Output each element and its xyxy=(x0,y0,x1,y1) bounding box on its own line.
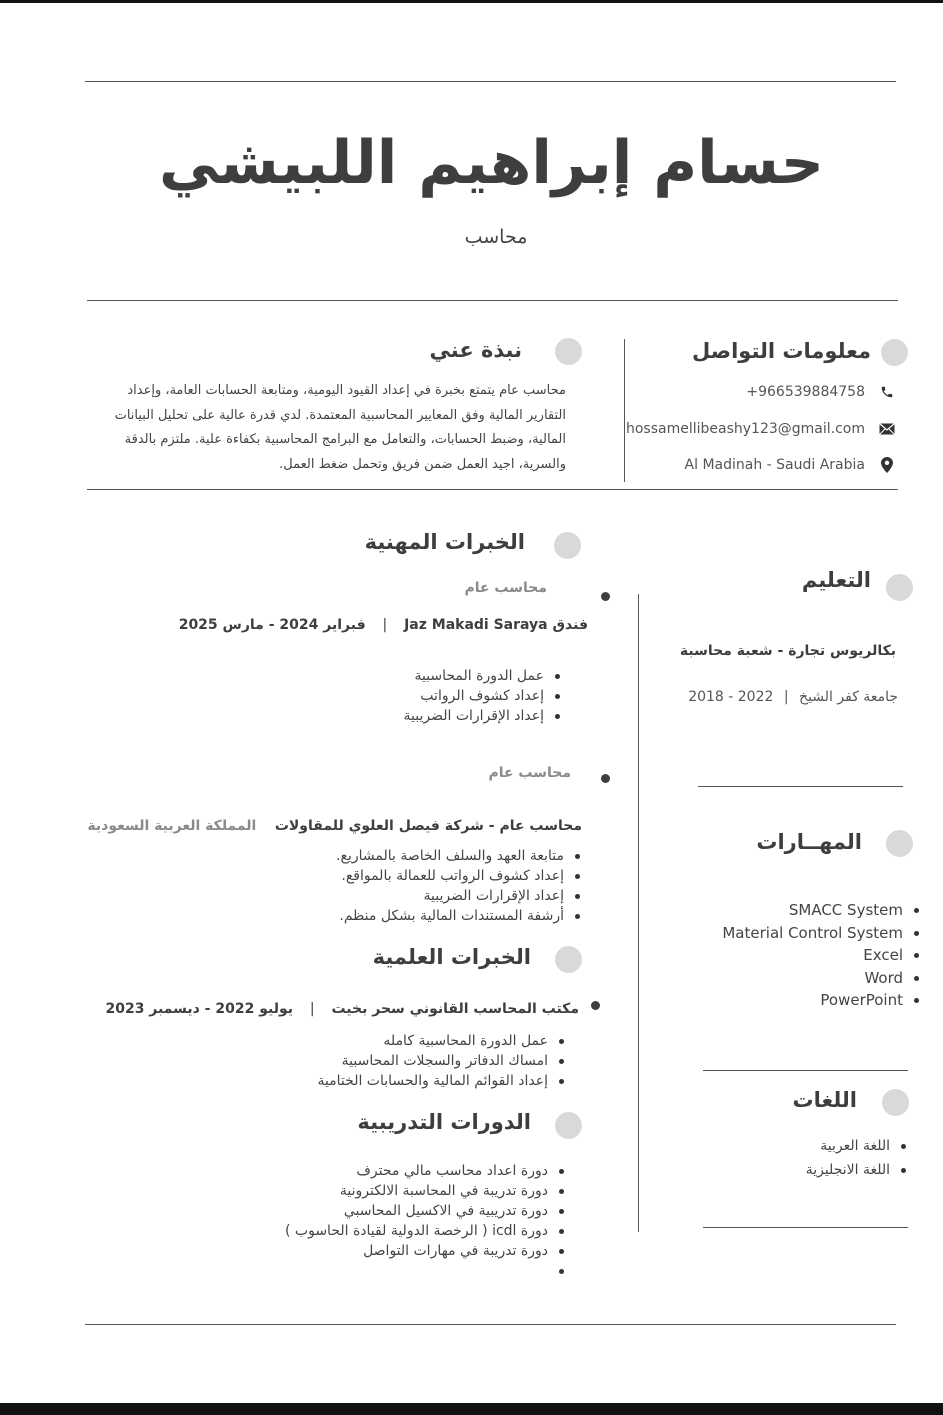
about-text xyxy=(46,379,566,477)
list-item: متابعة العهد والسلف الخاصة بالمشاريع. xyxy=(336,846,582,866)
list-item: إعداد كشوف الرواتب للعمالة بالمواقع. xyxy=(336,866,582,886)
envelope-icon xyxy=(879,421,895,437)
education-years: 2018 - 2022 xyxy=(688,689,774,705)
separator: | xyxy=(783,689,789,705)
about-line: محاسب عام يتمتع بخبرة في إعداد القيود اليومية، ومتابعة الحسابات العامة، وإعداد xyxy=(127,383,566,398)
list-item: امساك الدفاتر والسجلات المحاسبية xyxy=(317,1051,566,1071)
about-line: والسرية، اجيد العمل ضمن فريق وتحمل ضغط العمل. xyxy=(279,456,566,472)
email-address[interactable]: hossamellibeashy123@gmail.com xyxy=(625,421,865,437)
experience-title: الخبرات المهنية xyxy=(364,530,525,554)
list-item: دورة تدريبية في الاكسيل المحاسبي xyxy=(285,1201,566,1221)
divider xyxy=(698,786,903,787)
list-item: عمل الدورة المحاسبية كامله xyxy=(317,1031,566,1051)
list-item: إعداد الإقرارات الضريبية xyxy=(336,886,582,906)
divider xyxy=(85,81,896,82)
contact-phone xyxy=(635,383,895,405)
scientific-period: يوليو 2022 - ديسمبر 2023 xyxy=(105,1001,294,1017)
divider xyxy=(87,300,898,301)
list-item: أرشفة المستندات المالية بشكل منظم. xyxy=(336,906,582,926)
contact-email xyxy=(595,420,895,442)
divider xyxy=(87,489,898,490)
separator: | xyxy=(382,617,388,633)
section-dot xyxy=(554,532,581,559)
list-item: إعداد القوائم المالية والحسابات الختامية xyxy=(317,1071,566,1091)
list-item: Excel xyxy=(722,944,921,967)
about-line: المالية، وضبط الحسابات، والتعامل مع البرامج المحاسبية بكفاءة علية. ملتزم بالدقة xyxy=(124,432,566,447)
list-item: عمل الدورة المحاسبية xyxy=(404,666,563,686)
list-item: Word xyxy=(722,967,921,990)
separator: | xyxy=(309,1001,315,1017)
list-item: دورة اعداد محاسب مالي محترف xyxy=(285,1161,566,1181)
divider xyxy=(85,1324,896,1325)
skills-list xyxy=(722,899,921,1012)
timeline-line xyxy=(638,594,639,1232)
timeline-dot xyxy=(601,774,610,783)
vertical-divider xyxy=(624,339,625,482)
list-item: إعداد الإقرارات الضريبية xyxy=(404,706,563,726)
bottom-border xyxy=(0,1403,943,1415)
full-name: حسام إبراهيم اللبيشي xyxy=(158,128,825,198)
phone-number[interactable]: +966539884758 xyxy=(746,384,865,400)
training-list xyxy=(285,1161,566,1281)
education-degree: بكالريوس تجارة - شعبة محاسبة xyxy=(679,643,896,659)
scientific-header xyxy=(105,1001,579,1017)
list-item: اللغة العربية xyxy=(806,1134,908,1158)
languages-title: اللغات xyxy=(792,1088,857,1112)
job-role: محاسب عام xyxy=(488,765,571,781)
job-header xyxy=(87,818,582,834)
divider xyxy=(703,1070,908,1071)
job-header xyxy=(179,617,588,633)
section-dot xyxy=(886,574,913,601)
list-item: PowerPoint xyxy=(722,989,921,1012)
list-item: دورة تدريبة في المحاسبة الالكترونية xyxy=(285,1181,566,1201)
list-item xyxy=(285,1261,566,1281)
list-item: SMACC System xyxy=(722,899,921,922)
education-details xyxy=(688,689,898,705)
list-item: دورة تدريبة في مهارات التواصل xyxy=(285,1241,566,1261)
scientific-title: الخبرات العلمية xyxy=(372,945,531,969)
phone-icon xyxy=(879,384,895,400)
languages-list xyxy=(806,1134,908,1182)
about-title: نبذة عني xyxy=(429,338,522,362)
section-dot xyxy=(881,339,908,366)
list-item: دورة icdl ( الرخصة الدولية لقيادة الحاسوب ) xyxy=(285,1221,566,1241)
list-item: Material Control System xyxy=(722,922,921,945)
list-item: إعداد كشوف الرواتب xyxy=(404,686,563,706)
section-dot xyxy=(555,946,582,973)
job-period: فبراير 2024 - مارس 2025 xyxy=(178,617,366,633)
top-border xyxy=(0,0,943,3)
map-pin-icon xyxy=(879,457,895,473)
scientific-company: مكتب المحاسب القانوني سحر بخيت xyxy=(331,1001,579,1017)
job-company: محاسب عام - شركة فيصل العلوي للمقاولات xyxy=(274,818,582,834)
university: جامعة كفر الشيخ xyxy=(799,689,898,705)
about-line: التقارير المالية وفق المعايير المحاسبية المعتمدة. لدي قدرة عالية على تحليل البيانات xyxy=(114,407,566,423)
training-title: الدورات التدريبية xyxy=(357,1110,531,1134)
list-item: اللغة الانجليزية xyxy=(806,1158,908,1182)
timeline-dot xyxy=(591,1001,600,1010)
location: Al Madinah - Saudi Arabia xyxy=(684,457,865,473)
section-dot xyxy=(555,338,582,365)
contact-location xyxy=(635,456,895,478)
job-role: محاسب عام xyxy=(464,580,547,596)
education-title: التعليم xyxy=(801,568,871,592)
divider xyxy=(703,1227,908,1228)
job-tasks xyxy=(336,846,582,926)
job-country: المملكة العربية السعودية xyxy=(87,818,257,834)
job-title: محاسب xyxy=(464,226,528,248)
section-dot xyxy=(882,1089,909,1116)
job-tasks xyxy=(404,666,563,726)
job-company: فندق Jaz Makadi Saraya xyxy=(404,617,588,633)
contact-title: معلومات التواصل xyxy=(692,339,871,363)
scientific-tasks xyxy=(317,1031,566,1091)
skills-title: المهــارات xyxy=(756,830,862,854)
timeline-dot xyxy=(601,592,610,601)
section-dot xyxy=(555,1112,582,1139)
section-dot xyxy=(886,830,913,857)
